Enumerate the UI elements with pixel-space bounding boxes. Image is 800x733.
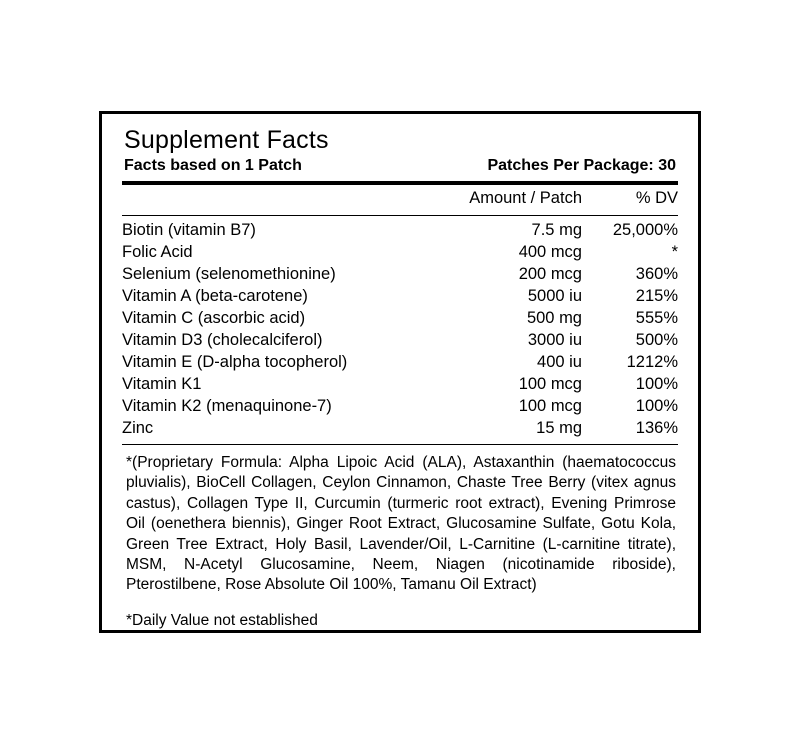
table-row <box>122 264 678 286</box>
nutrient-name: Vitamin E (D-alpha tocopherol) <box>122 353 348 372</box>
panel-subheader <box>122 157 678 179</box>
nutrient-dv: * <box>671 243 678 262</box>
nutrient-name: Biotin (vitamin B7) <box>122 221 256 240</box>
nutrient-amount: 400 mcg <box>518 243 582 262</box>
nutrition-table-head <box>122 185 678 220</box>
nutrient-dv: 100% <box>635 397 678 416</box>
panel-title: Supplement Facts <box>124 126 329 154</box>
serving-basis-label: Facts based on 1 Patch <box>124 156 302 174</box>
column-header-nutrient <box>122 185 432 212</box>
table-row <box>122 396 678 418</box>
nutrient-amount: 100 mcg <box>518 375 582 394</box>
nutrient-name: Vitamin C (ascorbic acid) <box>122 309 306 328</box>
nutrition-table <box>122 185 678 440</box>
table-header-row <box>122 185 678 212</box>
nutrient-amount: 15 mg <box>536 419 582 438</box>
nutrient-dv: 360% <box>635 265 678 284</box>
nutrient-dv: 215% <box>635 287 678 306</box>
column-header-dv: % DV <box>635 188 678 207</box>
table-row <box>122 418 678 440</box>
table-footer-divider <box>122 444 678 445</box>
nutrient-name: Vitamin K1 <box>122 375 202 394</box>
nutrient-name: Vitamin K2 (menaquinone-7) <box>122 397 332 416</box>
nutrient-dv: 25,000% <box>612 221 678 240</box>
daily-value-note: *Daily Value not established <box>126 611 318 629</box>
nutrient-dv: 500% <box>635 331 678 350</box>
nutrient-name: Vitamin D3 (cholecalciferol) <box>122 331 323 350</box>
nutrient-dv: 1212% <box>626 353 678 372</box>
nutrient-amount: 5000 iu <box>527 287 582 306</box>
table-row <box>122 330 678 352</box>
table-row <box>122 220 678 242</box>
nutrient-amount: 7.5 mg <box>531 221 582 240</box>
table-header-divider-row <box>122 212 678 220</box>
nutrient-amount: 100 mcg <box>518 397 582 416</box>
nutrient-name: Vitamin A (beta-carotene) <box>122 287 308 306</box>
nutrient-dv: 100% <box>635 375 678 394</box>
nutrient-amount: 200 mcg <box>518 265 582 284</box>
nutrient-amount: 400 iu <box>537 353 582 372</box>
table-header-divider-cell <box>122 212 678 220</box>
panel-inner <box>102 114 698 630</box>
supplement-facts-panel <box>99 111 701 633</box>
proprietary-formula-text: *(Proprietary Formula: Alpha Lipoic Acid (ALA), Astaxanthin (haematococcus pluvialis), BioCell Collagen, Ceylon Cinnamon, Chaste Tree Berry (vitex agnus castus), Collagen Type II, Curcumin (turmeric root extract), Evening Primrose Oil (oenethera biennis), Ginger Root Extract, Glucosamine Sulfate, Gotu Kola, Green Tree Extract, Holy Basil, Lavender/Oil, L-Carnitine (L-carnitine titrate), MSM, N-Acetyl Glucosamine, Neem, Niagen (nicotinamide riboside), Pterostilbene, Rose Absolute Oil 100%, Tamanu Oil Extract) <box>126 453 676 594</box>
table-row <box>122 374 678 396</box>
nutrient-name: Folic Acid <box>122 243 193 262</box>
nutrient-name: Selenium (selenomethionine) <box>122 265 336 284</box>
column-header-amount: Amount / Patch <box>469 188 582 207</box>
nutrient-name: Zinc <box>122 419 154 438</box>
nutrient-amount: 3000 iu <box>527 331 582 350</box>
table-row <box>122 308 678 330</box>
nutrient-dv: 555% <box>635 309 678 328</box>
nutrient-dv: 136% <box>635 419 678 438</box>
table-row <box>122 242 678 264</box>
nutrient-amount: 500 mg <box>526 309 582 328</box>
table-row <box>122 352 678 374</box>
patches-per-package-label: Patches Per Package: 30 <box>487 156 676 174</box>
nutrition-table-body <box>122 220 678 440</box>
table-row <box>122 286 678 308</box>
